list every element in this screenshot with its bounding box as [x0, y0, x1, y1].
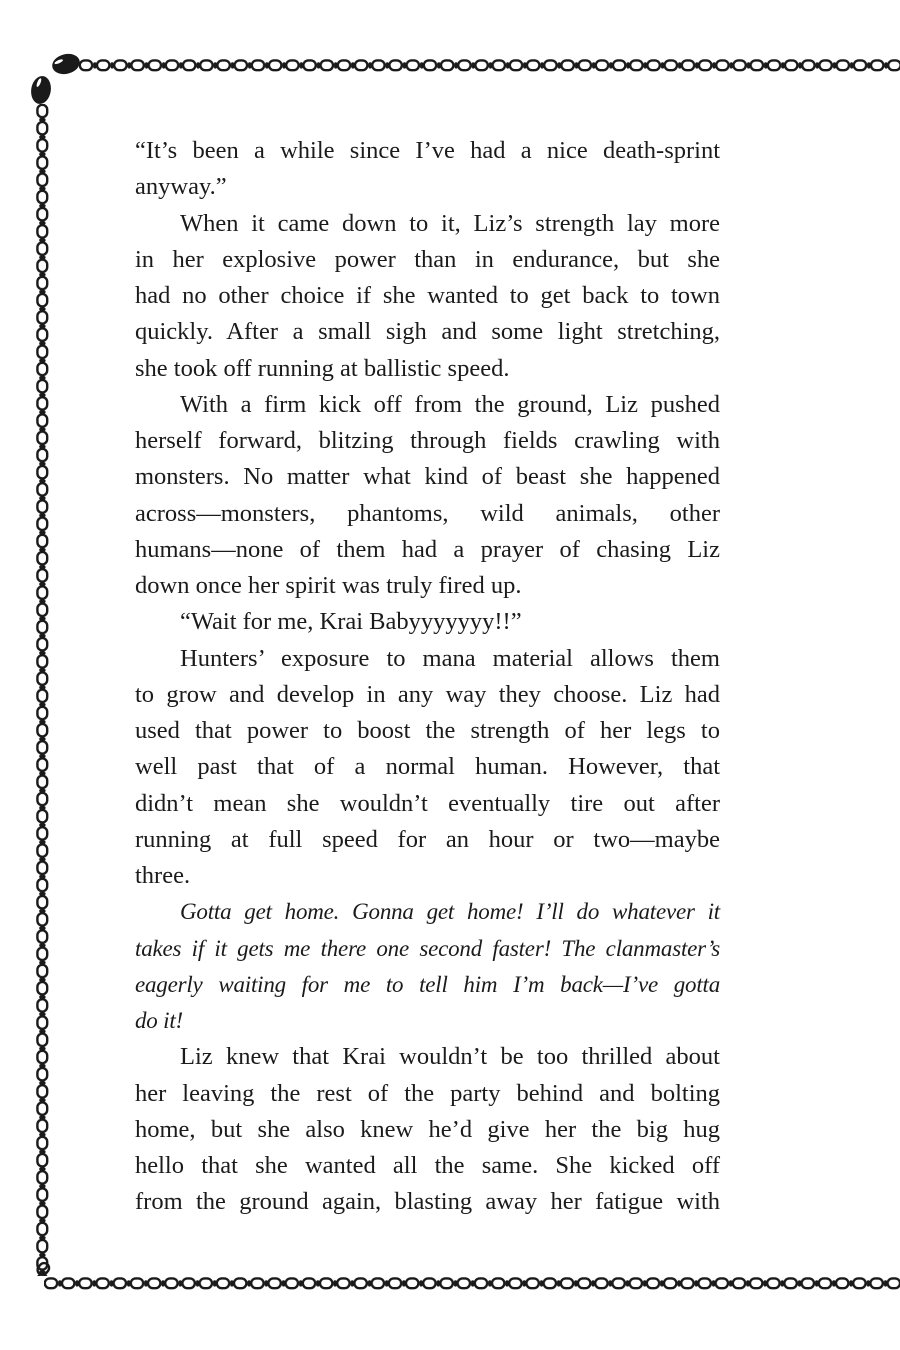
text-line: anyway.”: [135, 173, 227, 201]
text-line: With a firm kick off from the ground, Liz pushed: [180, 390, 720, 418]
bottom-chain: [44, 1277, 900, 1290]
text-line: takes if it gets me there one second faster! The clanmaster’s: [135, 935, 720, 961]
text-line: When it came down to it, Liz’s strength lay more: [180, 209, 720, 237]
text-line: do it!: [135, 1008, 183, 1033]
paragraph: [135, 641, 720, 895]
page-text: [135, 133, 720, 1221]
text-line: didn’t mean she wouldn’t eventually tire out after: [135, 789, 720, 817]
text-line: humans—none of them had a prayer of chasing Liz: [135, 535, 720, 563]
text-line: well past that of a normal human. However, that: [135, 753, 720, 781]
text-line: home, but she also knew he’d give her the big hug: [135, 1115, 720, 1143]
top-chain: [79, 59, 900, 72]
text-line: she took off running at ballistic speed.: [135, 354, 510, 382]
text-line: herself forward, blitzing through fields crawling with: [135, 427, 720, 454]
text-line: monsters. No matter what kind of beast she happened: [135, 463, 720, 491]
text-line: across—monsters, phantoms, wild animals, other: [135, 499, 720, 527]
paragraph: [135, 387, 720, 605]
text-line: “Wait for me, Krai Babyyyyyyy!!”: [180, 608, 522, 636]
paragraph: [135, 1039, 720, 1220]
text-line: used that power to boost the strength of her legs to: [135, 717, 720, 744]
text-line: down once her spirit was truly fired up.: [135, 572, 522, 599]
text-line: had no other choice if she wanted to get back to town: [135, 282, 720, 309]
left-bead-icon: [29, 75, 53, 106]
text-line: eagerly waiting for me to tell him I’m back—I’ve gotta: [135, 971, 720, 997]
text-line: to grow and develop in any way they choose. Liz had: [135, 680, 720, 708]
text-line: hello that she wanted all the same. She kicked off: [135, 1152, 720, 1179]
text-line: Hunters’ exposure to mana material allows them: [180, 644, 720, 672]
text-line: “It’s been a while since I’ve had a nice death-sprint: [135, 137, 720, 164]
text-line: from the ground again, blasting away her fatigue with: [135, 1188, 720, 1216]
text-line: in her explosive power than in endurance, but she: [135, 245, 720, 273]
paragraph-inner-monologue: [135, 894, 720, 1039]
top-bead-icon: [50, 51, 82, 77]
text-line: her leaving the rest of the party behind and bolting: [135, 1079, 720, 1107]
text-line: running at full speed for an hour or two—maybe: [135, 825, 720, 853]
paragraph: [135, 133, 720, 206]
text-line: Liz knew that Krai wouldn’t be too thrilled about: [180, 1043, 720, 1071]
left-chain: [36, 104, 49, 1276]
text-line: quickly. After a small sigh and some light stretching,: [135, 318, 720, 346]
paragraph: [135, 206, 720, 387]
paragraph-dialogue: [135, 604, 720, 640]
text-line: Gotta get home. Gonna get home! I’ll do whatever it: [180, 899, 720, 925]
text-line: three.: [135, 862, 191, 889]
